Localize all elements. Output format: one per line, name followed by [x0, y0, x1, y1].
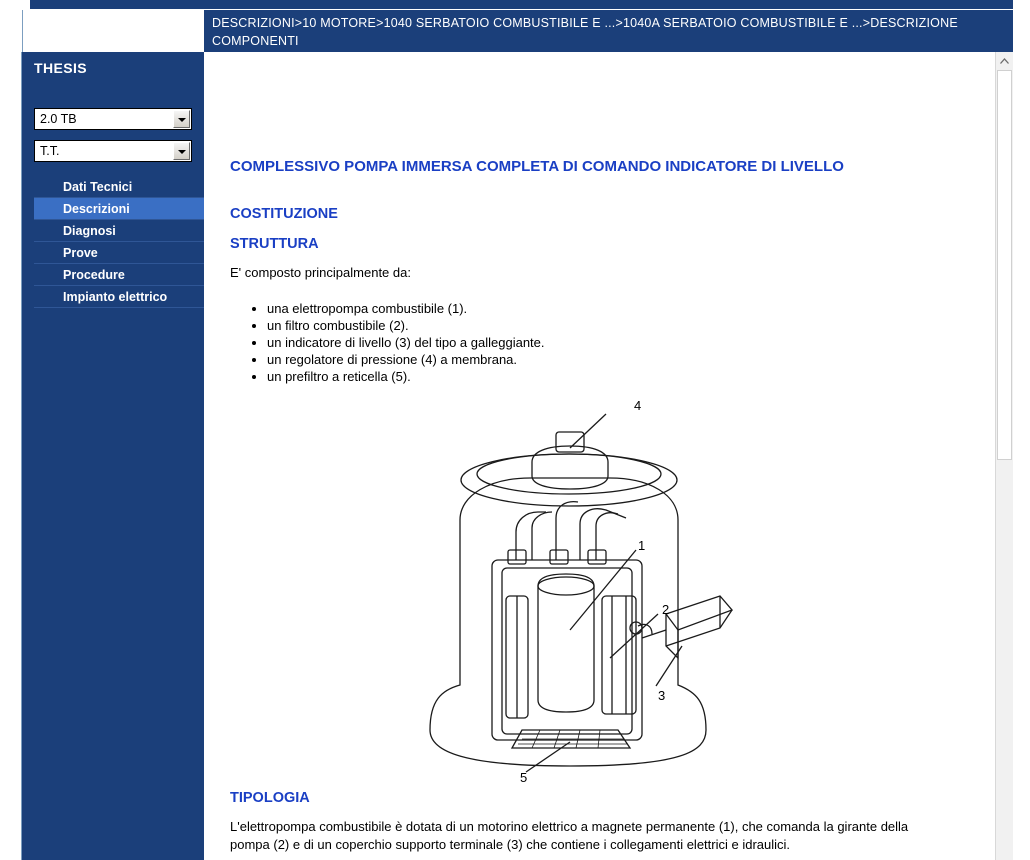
sidebar-item-dati-tecnici[interactable]: Dati Tecnici: [34, 176, 204, 198]
top-left-gap: [0, 0, 30, 9]
intro-paragraph: E' composto principalmente da:: [230, 265, 411, 280]
page-title: COMPLESSIVO POMPA IMMERSA COMPLETA DI COMANDO INDICATORE DI LIVELLO: [230, 158, 844, 175]
breadcrumb[interactable]: DESCRIZIONI>10 MOTORE>1040 SERBATOIO COMBUSTIBILE E ...>1040A SERBATOIO COMBUSTIBILE E ...>DESCRIZIONE COMPONENTI: [204, 10, 1030, 52]
sidebar: [22, 52, 204, 860]
list-item: • un prefiltro a reticella (5).: [267, 368, 545, 385]
tipologia-paragraph: L'elettropompa combustibile è dotata di un motorino elettrico a magnete permanente (1), che comanda la girante della pompa (2) e di un coperchio supporto terminale (3) che contiene i collegamenti elettrici e idraulici.: [230, 819, 909, 852]
vertical-scrollbar[interactable]: [995, 52, 1013, 860]
component-list: [245, 300, 545, 385]
figure-callout-1: 1: [638, 538, 646, 553]
list-item: • una elettropompa combustibile (1).: [267, 300, 545, 317]
figure-callout-4: 4: [634, 398, 642, 413]
top-blue-bar: [30, 0, 1030, 9]
section-heading-struttura: STRUTTURA: [230, 236, 319, 252]
chevron-down-icon[interactable]: [173, 110, 190, 128]
sidebar-item-procedure[interactable]: Procedure: [34, 264, 204, 286]
section-heading-costituzione: COSTITUZIONE: [230, 206, 338, 222]
sidebar-item-diagnosi[interactable]: Diagnosi: [34, 220, 204, 242]
figure-callout-2: 2: [662, 602, 670, 617]
version-select-value: T.T.: [40, 144, 60, 158]
figure-callout-3: 3: [658, 688, 666, 703]
document-content: [205, 52, 1013, 860]
engine-select-value: 2.0 TB: [40, 112, 77, 126]
section-heading-tipologia: TIPOLOGIA: [230, 790, 310, 806]
fuel-pump-svg: [420, 400, 740, 780]
sidebar-outer-margin: [0, 52, 22, 860]
scrollbar-thumb[interactable]: [997, 70, 1012, 460]
engine-select[interactable]: [34, 108, 192, 130]
chevron-down-icon[interactable]: [173, 142, 190, 160]
scroll-up-button[interactable]: [996, 52, 1013, 69]
breadcrumb-left-spacer: [0, 10, 204, 52]
version-select[interactable]: [34, 140, 192, 162]
sidebar-item-impianto-elettrico[interactable]: Impianto elettrico: [34, 286, 204, 308]
list-item: • un indicatore di livello (3) del tipo a galleggiante.: [267, 334, 545, 351]
fuel-pump-diagram: [420, 398, 740, 785]
sidebar-item-descrizioni[interactable]: Descrizioni: [34, 198, 204, 220]
brand-title: THESIS: [34, 60, 87, 76]
breadcrumb-left-inner: [22, 10, 205, 52]
list-item: • un filtro combustibile (2).: [267, 317, 545, 334]
window-right-edge: [1013, 0, 1030, 860]
sidebar-item-prove[interactable]: Prove: [34, 242, 204, 264]
figure-callout-5: 5: [520, 770, 528, 785]
chevron-up-icon: [1000, 58, 1009, 64]
sidebar-nav: [34, 176, 204, 308]
list-item: • un regolatore di pressione (4) a membrana.: [267, 351, 545, 368]
